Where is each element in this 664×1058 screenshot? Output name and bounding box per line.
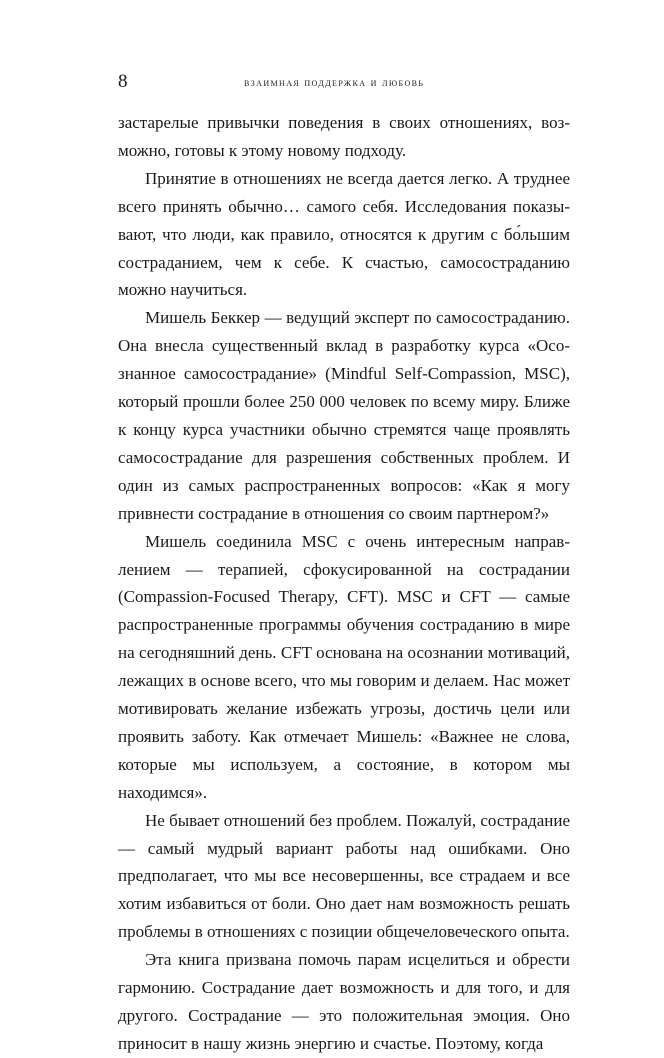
paragraph: застарелые привычки поведения в своих отношениях, возможно, готовы к этому новому подходу. [118,113,570,160]
paragraph: Эта книга призвана помочь парам исцелиться и обрести гармонию. Сострадание дает возможность и для того, и для другого. Сострадание — это положительная эмоция. Оно приносит в нашу жизнь энергию и счастье. Поэтому, когда [118,950,570,1053]
paragraph: Принятие в отношениях не всегда дается легко. А труднее всего принять обычно… самого себя. Исследования показывают, что люди, как правило, относятся к другим с бо́льшим состраданием, чем к себе. К счастью, самосостраданию можно научиться. [118,168,570,300]
running-header [118,70,570,94]
paragraph: Мишель Беккер — ведущий эксперт по самосостраданию. Она внесла существенный вклад в разработку курса «Осознанное самосострадание» (Mindful Self-Compassion, MSC), который прошли более 250 000 человек по всему миру. Ближе к концу курса участники обычно стремятся чаще проявлять самосострадание для разрешения собственных проблем. И один из самых распространенных вопросов: «Как я могу привнести сострадание в отношения со своим партнером?» [118,308,570,523]
page-number: 8 [118,71,128,92]
body-text [118,109,570,1058]
paragraph: Мишель соединила MSC с очень интересным направлением — терапией, сфокусированной на сострадании (Compassion-Focused Therapy, CFT). MSC и CFT — самые распространенные программы обучения состраданию в мире на сегодняшний день. CFT основана на осознании мотиваций, лежащих в основе всего, что мы говорим и делаем. Нас может мотивировать желание избежать угрозы, достичь цели или проявить заботу. Как отмечает Мишель: «Важнее не слова, которые мы используем, а состояние, в котором мы находимся». [118,531,570,802]
running-title: взаимная поддержка и любовь [244,77,425,89]
paragraph: Не бывает отношений без проблем. Пожалуй, сострадание — самый мудрый вариант работы над ошибками. Оно предполагает, что мы все несовершенны, все страдаем и все хотим избавиться от боли. Оно дает нам возможность решать проблемы в отношениях с позиции общечеловеческого опыта. [118,810,570,942]
